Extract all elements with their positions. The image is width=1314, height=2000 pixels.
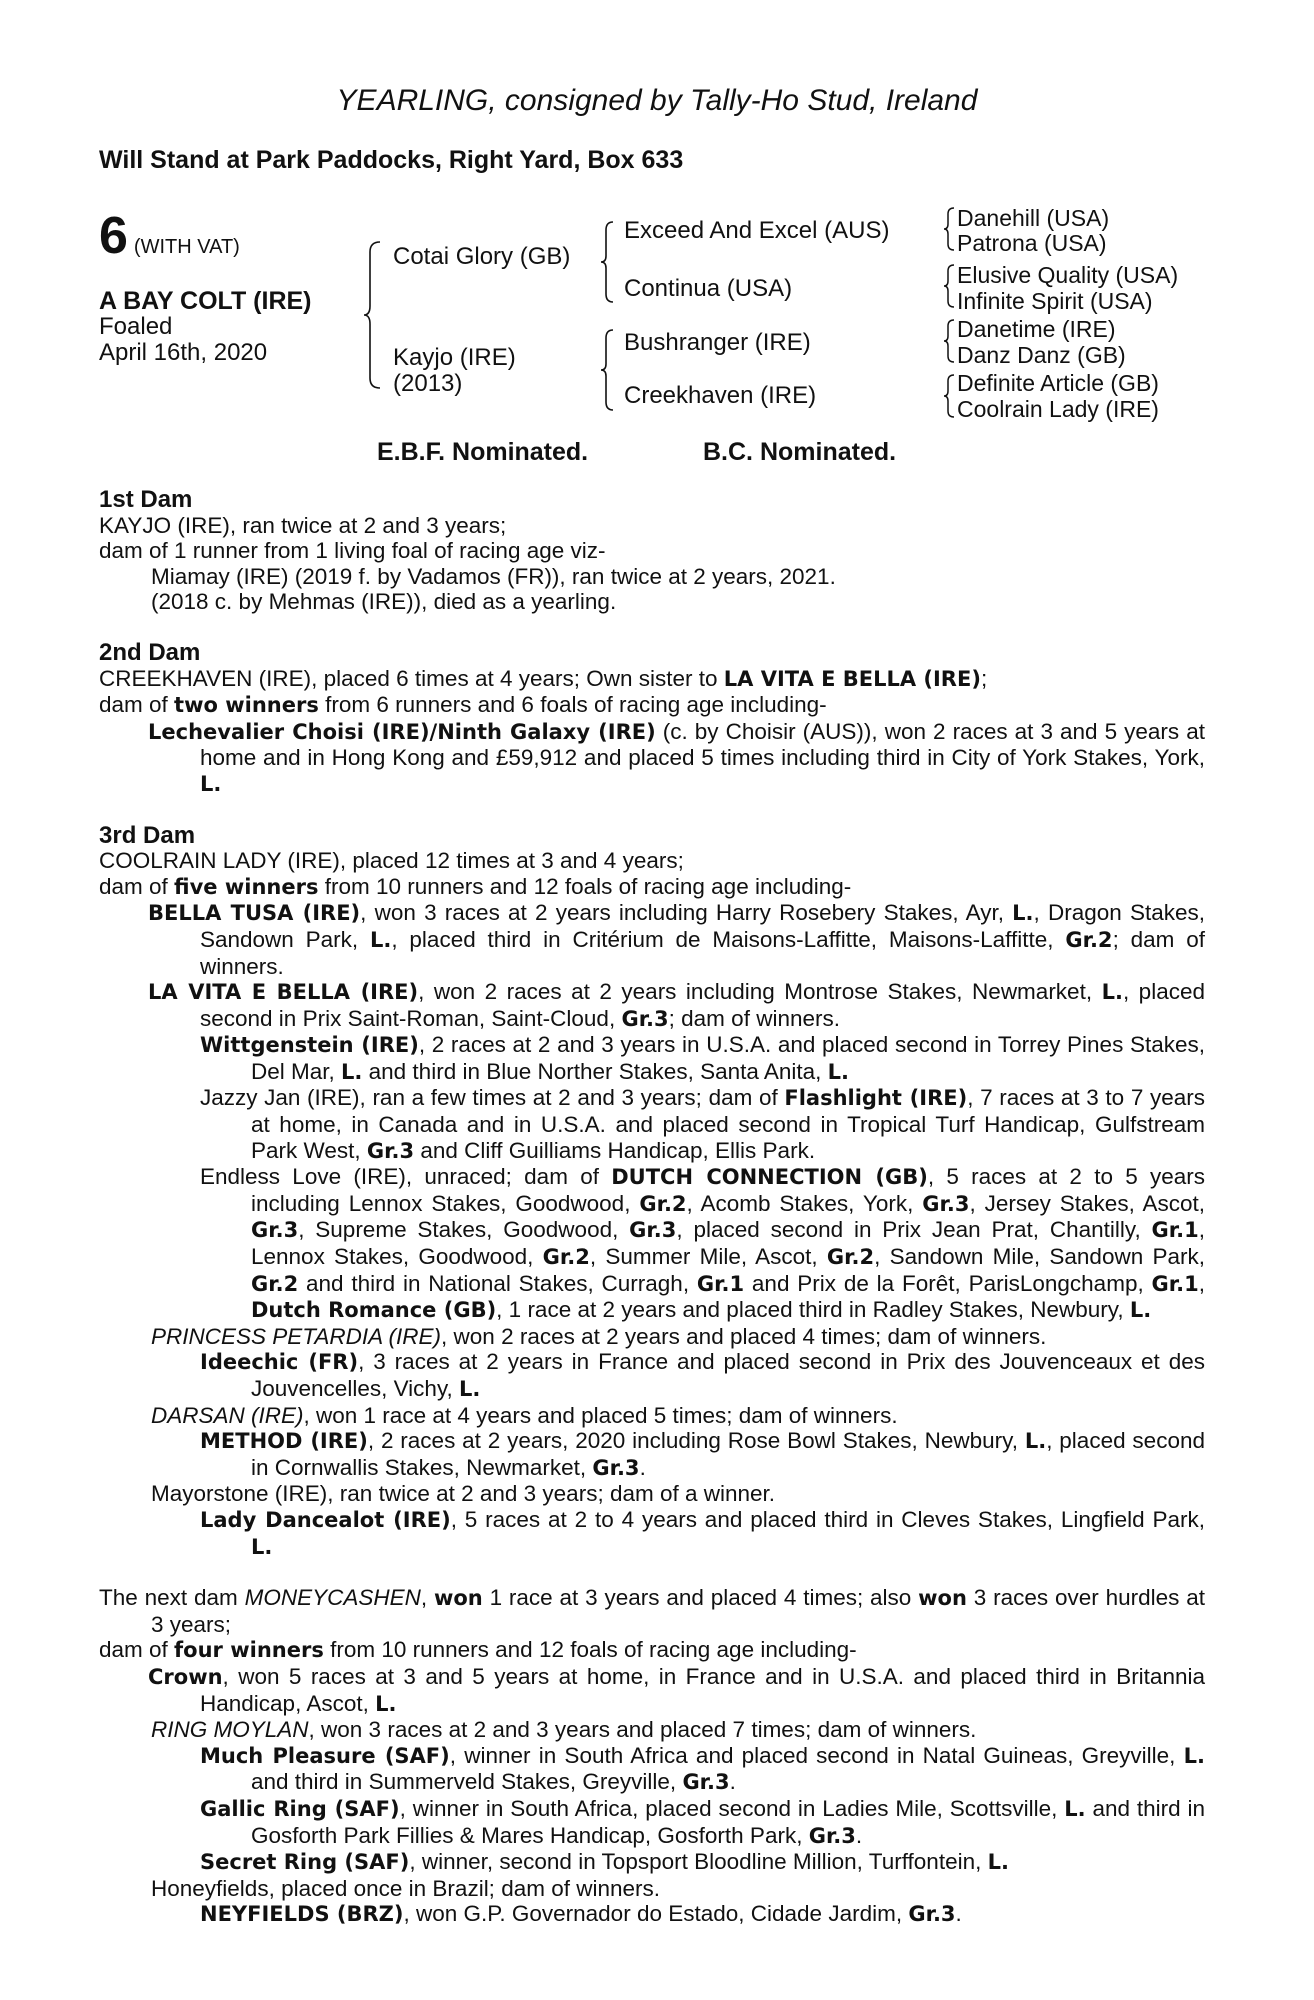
second-dam-produce: dam of two winners from 6 runners and 6 foals of racing age including- bbox=[99, 692, 827, 718]
produce-item: Lady Dancealot (IRE), 5 races at 2 to 4 years and placed third in Cleves Stakes, Lingfield Park, L. bbox=[200, 1506, 1205, 1559]
produce-item: Lechevalier Choisi (IRE)/Ninth Galaxy (IRE) (c. by Choisir (AUS)), won 2 races at 3 and 5 years at home and in Hong Kong and £59,912 and placed 5 times including third in City of York Stakes, York, L. bbox=[148, 718, 1205, 796]
produce-item: Mayorstone (IRE), ran twice at 2 and 3 years; dam of a winner. bbox=[151, 1481, 776, 1507]
next-dam-text: The next dam MONEYCASHEN, won 1 race at 3 years and placed 4 times; also won 3 races over hurdles at 3 years; bbox=[99, 1585, 1205, 1637]
third-dam-produce: dam of five winners from 10 runners and 12 foals of racing age including- bbox=[99, 873, 852, 899]
first-dam-heading: 1st Dam bbox=[99, 486, 193, 513]
produce-item: Endless Love (IRE), unraced; dam of DUTCH CONNECTION (GB), 5 races at 2 to 5 years including Lennox Stakes, Goodwood, Gr.2, Acomb Stakes, York, Gr.3, Jersey Stakes, Ascot, Gr.3, Supreme Stakes, Goodwood, Gr.3, placed second in Prix Jean Prat, Chantilly, Gr.1, Lennox Stakes, Goodwood, Gr.2, Summer Mile, Ascot, Gr.2, Sandown Mile, Sandown Park, Gr.2 and third in National Stakes, Curragh, Gr.1 and Prix de la Forêt, ParisLongchamp, Gr.1, Dutch Romance (GB), 1 race at 2 years and placed third in Radley Stakes, Newbury, L. bbox=[200, 1164, 1206, 1323]
bracket-g4-icon bbox=[942, 373, 956, 419]
produce-item: Miamay (IRE) (2019 f. by Vadamos (FR)), ran twice at 2 years, 2021. bbox=[151, 563, 836, 589]
lot-number: 6 bbox=[99, 207, 128, 265]
produce-item: LA VITA E BELLA (IRE), won 2 races at 2 years including Montrose Stakes, Newmarket, L., placed second in Prix Saint-Roman, Saint-Cloud, Gr.3; dam of winners. bbox=[148, 979, 1205, 1031]
dam: Kayjo (IRE) bbox=[393, 344, 516, 371]
produce-item: PRINCESS PETARDIA (IRE), won 2 races at 2 years and placed 4 times; dam of winners. bbox=[151, 1323, 1047, 1349]
horse-name: A BAY COLT (IRE) bbox=[99, 287, 312, 315]
bracket-g3-icon bbox=[942, 318, 956, 364]
bracket-dam-icon bbox=[599, 328, 615, 412]
produce-item: BELLA TUSA (IRE), won 3 races at 2 years including Harry Rosebery Stakes, Ayr, L., Dragon Stakes, Sandown Park, L., placed third in Critérium de Maisons-Laffitte, Maisons-Laffitte, Gr.2; dam of winners. bbox=[148, 900, 1205, 979]
granddam-8: Coolrain Lady (IRE) bbox=[957, 396, 1159, 422]
foaled-label: Foaled bbox=[99, 313, 173, 340]
second-dam-heading: 2nd Dam bbox=[99, 638, 201, 666]
sire-dam: Continua (USA) bbox=[624, 275, 793, 302]
horse-info bbox=[99, 288, 312, 366]
grandsire-7: Definite Article (GB) bbox=[957, 370, 1159, 396]
first-dam-text: KAYJO (IRE), ran twice at 2 and 3 years; bbox=[99, 512, 507, 538]
produce-item: Ideechic (FR), 3 races at 2 years in France and placed second in Prix des Jouvenceaux et des Jouvencelles, Vichy, L. bbox=[200, 1349, 1205, 1401]
grandsire-3: Elusive Quality (USA) bbox=[957, 262, 1179, 288]
grandsire-5: Danetime (IRE) bbox=[957, 316, 1116, 342]
produce-item: DARSAN (IRE), won 1 race at 4 years and placed 5 times; dam of winners. bbox=[151, 1402, 898, 1428]
first-dam-produce: dam of 1 runner from 1 living foal of racing age viz- bbox=[99, 538, 606, 564]
produce-item: Much Pleasure (SAF), winner in South Africa and placed second in Natal Guineas, Greyville, L. and third in Summerveld Stakes, Greyville, Gr.3. bbox=[200, 1742, 1206, 1795]
produce-item: NEYFIELDS (BRZ), won G.P. Governador do Estado, Cidade Jardim, Gr.3. bbox=[200, 1901, 962, 1927]
produce-item: Gallic Ring (SAF), winner in South Africa, placed second in Ladies Mile, Scottsville, L. and third in Gosforth Park Fillies & Mares Handicap, Gosforth Park, Gr.3. bbox=[200, 1795, 1206, 1848]
sire-sire: Exceed And Excel (AUS) bbox=[624, 217, 890, 244]
produce-record bbox=[99, 487, 1205, 1928]
bracket-g2-icon bbox=[942, 263, 956, 309]
foaled-date: April 16th, 2020 bbox=[99, 339, 268, 366]
produce-item: (2018 c. by Mehmas (IRE)), died as a yearling. bbox=[151, 589, 617, 615]
bracket-g1-icon bbox=[942, 206, 956, 252]
third-dam-heading: 3rd Dam bbox=[99, 821, 196, 849]
produce-item: Jazzy Jan (IRE), ran a few times at 2 and 3 years; dam of Flashlight (IRE), 7 races at 3 to 7 years at home, in Canada and in U.S.A. and placed second in Tropical Turf Handicap, Gulfstream Park West, Gr.3 and Cliff Guilliams Handicap, Ellis Park. bbox=[200, 1085, 1205, 1163]
produce-item: Secret Ring (SAF), winner, second in Topsport Bloodline Million, Turffontein, L. bbox=[200, 1849, 1009, 1875]
produce-item: RING MOYLAN, won 3 races at 2 and 3 years and placed 7 times; dam of winners. bbox=[151, 1717, 977, 1743]
granddam-2: Patrona (USA) bbox=[957, 230, 1107, 256]
second-dam-text: CREEKHAVEN (IRE), placed 6 times at 4 years; Own sister to LA VITA E BELLA (IRE); bbox=[99, 665, 988, 691]
lot-number-block bbox=[99, 206, 240, 266]
sire: Cotai Glory (GB) bbox=[393, 243, 571, 270]
third-dam-text: COOLRAIN LADY (IRE), placed 12 times at 3 and 4 years; bbox=[99, 848, 684, 874]
next-dam-produce: dam of four winners from 10 runners and 12 foals of racing age including- bbox=[99, 1637, 857, 1663]
dam-dam: Creekhaven (IRE) bbox=[624, 382, 817, 409]
bracket-sire-icon bbox=[599, 220, 615, 304]
vat-label: (WITH VAT) bbox=[133, 236, 240, 258]
bc-nominated: B.C. Nominated. bbox=[703, 438, 897, 466]
granddam-4: Infinite Spirit (USA) bbox=[957, 288, 1153, 314]
grandsire-1: Danehill (USA) bbox=[957, 205, 1110, 231]
dam-year: (2013) bbox=[393, 370, 463, 397]
produce-item: Wittgenstein (IRE), 2 races at 2 and 3 years in U.S.A. and placed second in Torrey Pines Stakes, Del Mar, L. and third in Blue Norther Stakes, Santa Anita, L. bbox=[200, 1032, 1205, 1084]
consignment-title: YEARLING, consigned by Tally-Ho Stud, Ireland bbox=[336, 84, 978, 117]
granddam-6: Danz Danz (GB) bbox=[957, 342, 1126, 368]
produce-item: METHOD (IRE), 2 races at 2 years, 2020 including Rose Bowl Stakes, Newbury, L., placed second in Cornwallis Stakes, Newmarket, Gr.3. bbox=[200, 1428, 1205, 1480]
produce-item: Honeyfields, placed once in Brazil; dam of winners. bbox=[151, 1875, 661, 1901]
ebf-nominated: E.B.F. Nominated. bbox=[377, 438, 589, 466]
bracket-main-icon bbox=[362, 240, 382, 390]
stand-location: Will Stand at Park Paddocks, Right Yard, Box 633 bbox=[99, 146, 684, 174]
dam-sire: Bushranger (IRE) bbox=[624, 329, 811, 356]
produce-item: Crown, won 5 races at 3 and 5 years at home, in France and in U.S.A. and placed third in Britannia Handicap, Ascot, L. bbox=[148, 1663, 1205, 1716]
